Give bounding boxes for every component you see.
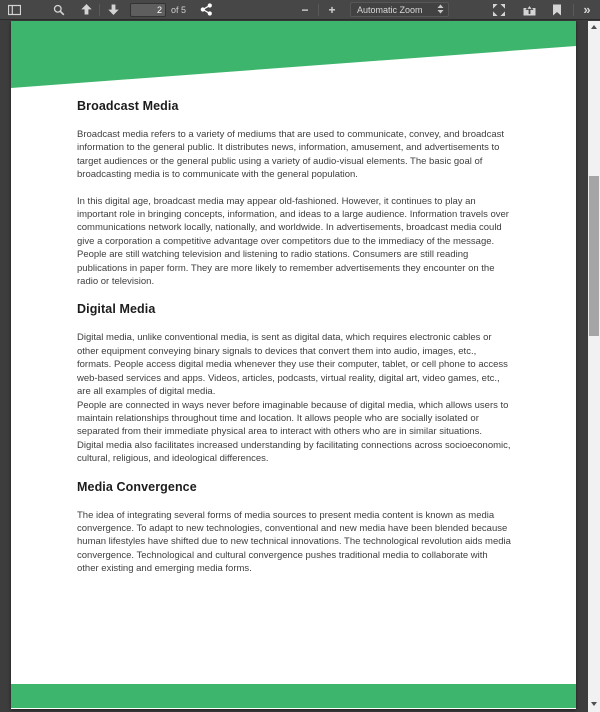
paragraph: In this digital age, broadcast media may appear old-fashioned. However, it continues to play an important role in bringing concepts, information, and ideas to a large audience. Information travels over communications network locally, nationally, and worldwide. In advertisements, broadcast media could give a corporation a competitive advantage over competitors due to the immediacy of the message. People are still watching television and listening to radio stations. Consumers are still reading publications in paper form. They are more likely to remember advertisements they encounter on the radio or television. [77, 195, 509, 288]
page-number-input[interactable] [130, 3, 166, 17]
open-file-icon [523, 4, 536, 16]
toolbar-overflow-button[interactable] [579, 1, 595, 19]
sidebar-toggle-icon [8, 4, 21, 16]
paragraph: The idea of integrating several forms of media sources to present media content is known as media convergence. To adapt to new technologies, conventional and new media have been blended because human lifestyles have shifted due to new technical innovations. The technological revolution aids media convergence. Technological and cultural convergence pushes traditional media to collaborate with other existing and emerging media forms. [77, 509, 511, 575]
paragraph: Broadcast media refers to a variety of mediums that are used to communicate, convey, and broadcast information to the general public. It distributes news, information, amusement, and advertisements to target audiences or the general public using a variety of audio-visual elements. The basic goal of broadcasting media is to communicate with the general population. [77, 129, 505, 181]
section-heading-broadcast-media: Broadcast Media [77, 99, 179, 113]
share-icon [200, 3, 213, 16]
next-page-button[interactable] [105, 1, 121, 19]
previous-page-button[interactable] [78, 1, 94, 19]
toolbar-divider [318, 4, 319, 16]
pdf-page [11, 21, 576, 709]
page-content [11, 21, 576, 709]
scroll-up-button[interactable] [588, 21, 600, 33]
scroll-down-button[interactable] [588, 698, 600, 710]
zoom-level-select[interactable] [350, 2, 449, 17]
presentation-mode-button[interactable] [491, 1, 507, 19]
page-count-label: of 5 [171, 4, 187, 15]
zoom-in-button[interactable] [324, 1, 340, 19]
toolbar-divider [573, 4, 574, 16]
search-button[interactable] [51, 1, 67, 19]
open-file-button[interactable] [521, 1, 537, 19]
sidebar-toggle-button[interactable] [6, 1, 22, 19]
zoom-out-icon: − [301, 2, 309, 17]
presentation-mode-icon [493, 4, 505, 16]
section-heading-media-convergence: Media Convergence [77, 479, 197, 494]
share-button[interactable] [198, 1, 214, 19]
zoom-out-button[interactable] [297, 1, 313, 19]
next-page-icon [108, 4, 119, 15]
search-icon [53, 4, 65, 16]
paragraph: Digital media, unlike conventional media, is sent as digital data, which requires electronic cables or other equipment conveying binary signals to devices that convert them into audio, images, etc., formats. People access digital media whenever they use their computer, tablet, or cell phone to access web-based services and apps. Videos, articles, podcasts, virtual reality, digital art, video games, etc., are all examples of digital media. [77, 332, 508, 398]
previous-page-icon [81, 4, 92, 15]
select-spinner-icon [437, 1, 444, 19]
pdf-viewer-area [0, 21, 600, 712]
paragraph: People are connected in ways never before imaginable because of digital media, which allows users to maintain relationships throughout time and location. It allows people who are socially isolated or separated from their immediate physical area to interact with others who are in similar situations. Digital media also facilitates increased understanding by facilitating connections across socioeconomic, cultural, religious, and ideological differences. [77, 399, 511, 465]
zoom-in-icon: + [328, 2, 336, 17]
pdf-toolbar [0, 0, 600, 20]
toolbar-overflow-icon: » [583, 1, 591, 17]
scroll-up-icon [591, 25, 597, 29]
zoom-level-value: Automatic Zoom [357, 4, 423, 15]
bookmark-icon [552, 4, 562, 16]
bookmark-button[interactable] [549, 1, 565, 19]
scrollbar-thumb[interactable] [589, 176, 599, 336]
vertical-scrollbar[interactable] [588, 21, 600, 712]
toolbar-divider [99, 4, 100, 16]
scroll-down-icon [591, 702, 597, 706]
section-heading-digital-media: Digital Media [77, 302, 156, 317]
